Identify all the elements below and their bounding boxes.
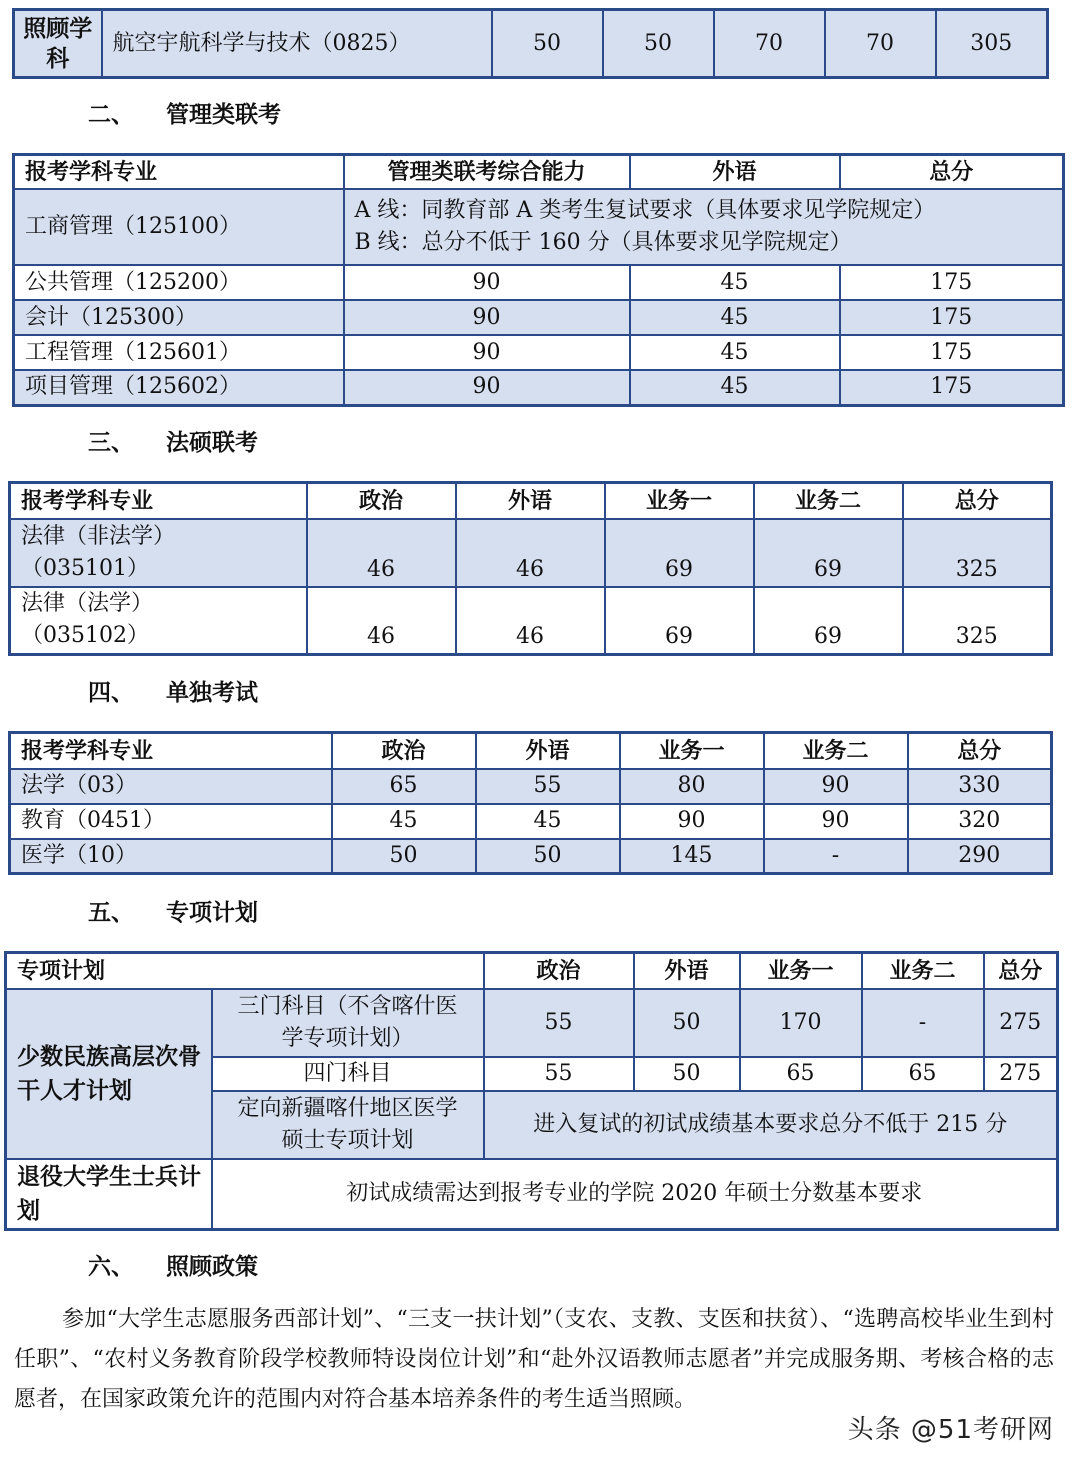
value-cell: 325: [903, 587, 1052, 655]
value-cell: 145: [620, 839, 764, 874]
row-label: 教育（0451）: [10, 804, 332, 839]
row-label-line: 法律（法学）: [21, 591, 154, 617]
table-row: [10, 804, 1052, 839]
header-cell: 外语: [630, 155, 840, 190]
value-cell: 46: [456, 587, 605, 655]
value-cell: 320: [908, 804, 1052, 839]
value-cell: 45: [630, 335, 840, 370]
table-row: [14, 300, 1064, 335]
value-cell: 80: [620, 769, 764, 804]
value-cell: 50: [492, 10, 603, 78]
category-cell: 照顾学科: [14, 10, 102, 78]
section-heading: 二、 管理类联考: [88, 101, 281, 128]
value-cell: 90: [764, 804, 908, 839]
section-heading: 六、 照顾政策: [88, 1253, 258, 1280]
value-cell: 70: [825, 10, 936, 78]
minority-plan-label: 少数民族高层次骨干人才计划: [6, 989, 212, 1159]
header-cell: 总分: [908, 733, 1052, 769]
value-cell: 290: [908, 839, 1052, 874]
watermark-handle: @51考研网: [910, 1415, 1054, 1445]
header-cell: 总分: [840, 155, 1064, 190]
value-cell: 175: [840, 335, 1064, 370]
row-label: 会计（125300）: [14, 300, 344, 335]
business-requirement-cell: [344, 189, 1064, 265]
value-cell: 69: [605, 587, 754, 655]
header-cell: 业务二: [754, 483, 903, 519]
table-row: [14, 265, 1064, 300]
header-cell: 报考学科专业: [10, 483, 307, 519]
value-cell: 55: [484, 1057, 634, 1091]
table-row: [10, 519, 1052, 587]
value-cell: 65: [862, 1057, 984, 1091]
value-cell: 46: [307, 519, 456, 587]
value-cell: 65: [332, 769, 476, 804]
value-cell: 90: [344, 370, 630, 405]
section-heading: 五、 专项计划: [88, 899, 258, 926]
value-cell: 65: [740, 1057, 862, 1091]
independent-table: [8, 731, 1053, 875]
special-plan-table: [4, 951, 1059, 1231]
row-label-line: 法律（非法学）: [21, 523, 176, 549]
value-cell: 275: [984, 1057, 1058, 1091]
header-cell: 政治: [484, 953, 634, 989]
value-cell: 45: [630, 370, 840, 405]
requirement-note: 初试成绩需达到报考专业的学院 2020 年硕士分数基本要求: [212, 1159, 1058, 1230]
value-cell: 69: [754, 587, 903, 655]
value-cell: 90: [764, 769, 908, 804]
value-cell: 325: [903, 519, 1052, 587]
watermark: [848, 1409, 1054, 1446]
line-b-text: B 线：总分不低于 160 分（具体要求见学院规定）: [354, 230, 852, 255]
section-heading: 四、 单独考试: [88, 679, 258, 706]
row-label: [10, 519, 307, 587]
value-cell: 45: [332, 804, 476, 839]
table-row: [10, 839, 1052, 874]
value-cell: 45: [476, 804, 620, 839]
header-cell: 专项计划: [6, 953, 484, 989]
row-label: 法学（03）: [10, 769, 332, 804]
table-row: [6, 989, 1058, 1057]
row-label: 公共管理（125200）: [14, 265, 344, 300]
sub-plan-label: 三门科目（不含喀什医学专项计划）: [212, 989, 484, 1057]
value-cell: 55: [476, 769, 620, 804]
header-cell: 政治: [307, 483, 456, 519]
value-cell: 69: [754, 519, 903, 587]
subject-cell: 航空宇航科学与技术（0825）: [102, 10, 492, 78]
header-cell: 业务二: [764, 733, 908, 769]
value-cell: 175: [840, 265, 1064, 300]
value-cell: 330: [908, 769, 1052, 804]
header-cell: 业务一: [740, 953, 862, 989]
value-cell: 46: [307, 587, 456, 655]
value-cell: 45: [630, 300, 840, 335]
row-label: 工商管理（125100）: [14, 189, 344, 265]
header-cell: 报考学科专业: [14, 155, 344, 190]
value-cell: 70: [714, 10, 825, 78]
row-label: [10, 587, 307, 655]
veteran-plan-label: 退役大学生士兵计划: [6, 1159, 212, 1230]
header-cell: 管理类联考综合能力: [344, 155, 630, 190]
header-cell: 业务一: [605, 483, 754, 519]
table-row: [10, 587, 1052, 655]
top-score-table: [12, 8, 1049, 79]
value-cell: 46: [456, 519, 605, 587]
sub-plan-label: 定向新疆喀什地区医学硕士专项计划: [212, 1091, 484, 1159]
value-cell: 275: [984, 989, 1058, 1057]
policy-paragraph: 参加“大学生志愿服务西部计划”、“三支一扶计划”（支农、支教、支医和扶贫）、“选聘高校毕业生到村任职”、“农村义务教育阶段学校教师特设岗位计划”和“赴外汉语教师志愿者”并完成服务期、考核合格的志愿者，在国家政策允许的范围内对符合基本培养条件的考生适当照顾。: [14, 1307, 1054, 1412]
value-cell: 90: [344, 265, 630, 300]
header-cell: 报考学科专业: [10, 733, 332, 769]
value-cell: 170: [740, 989, 862, 1057]
value-cell: 45: [630, 265, 840, 300]
header-cell: 业务一: [620, 733, 764, 769]
value-cell: 305: [936, 10, 1048, 78]
table-row: [14, 370, 1064, 405]
header-cell: 总分: [903, 483, 1052, 519]
row-label-line: （035102）: [21, 623, 149, 649]
header-cell: 外语: [456, 483, 605, 519]
table-row: [14, 335, 1064, 370]
value-cell: 50: [634, 1057, 740, 1091]
row-label: 项目管理（125602）: [14, 370, 344, 405]
line-a-text: A 线：同教育部 A 类考生复试要求（具体要求见学院规定）: [354, 198, 936, 223]
row-label: 工程管理（125601）: [14, 335, 344, 370]
table-row: [10, 769, 1052, 804]
header-cell: 外语: [634, 953, 740, 989]
section-heading: 三、 法硕联考: [88, 429, 258, 456]
value-cell: 50: [476, 839, 620, 874]
value-cell: -: [764, 839, 908, 874]
header-cell: 政治: [332, 733, 476, 769]
sub-plan-label: 四门科目: [212, 1057, 484, 1091]
value-cell: 175: [840, 300, 1064, 335]
value-cell: 175: [840, 370, 1064, 405]
value-cell: 50: [603, 10, 714, 78]
value-cell: 90: [620, 804, 764, 839]
value-cell: -: [862, 989, 984, 1057]
requirement-note: 进入复试的初试成绩基本要求总分不低于 215 分: [484, 1091, 1058, 1159]
value-cell: 50: [634, 989, 740, 1057]
value-cell: 90: [344, 300, 630, 335]
management-table: [12, 153, 1065, 407]
law-table: [8, 481, 1053, 656]
header-cell: 总分: [984, 953, 1058, 989]
row-label: 医学（10）: [10, 839, 332, 874]
header-cell: 业务二: [862, 953, 984, 989]
header-cell: 外语: [476, 733, 620, 769]
row-label-line: （035101）: [21, 555, 149, 581]
watermark-prefix: 头条: [847, 1415, 902, 1445]
value-cell: 55: [484, 989, 634, 1057]
value-cell: 90: [344, 335, 630, 370]
value-cell: 69: [605, 519, 754, 587]
value-cell: 50: [332, 839, 476, 874]
table-row: [6, 1159, 1058, 1230]
